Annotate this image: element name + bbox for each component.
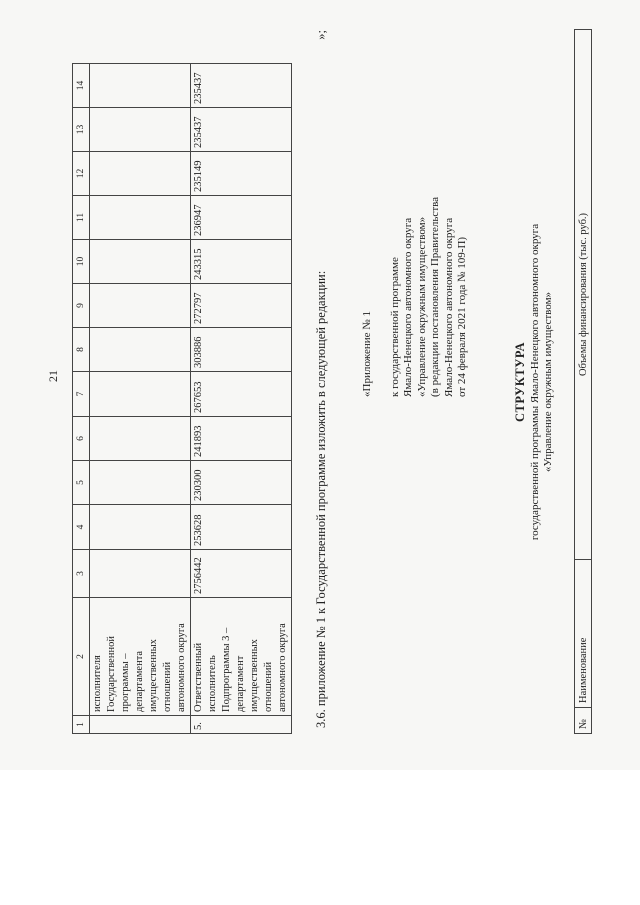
structure-subtitle-line: «Управление окружным имуществом» [542,291,554,473]
page-number: 21 [46,370,60,382]
value-cell: 2756442 [191,550,292,598]
row-number: 5. [191,716,292,734]
header-cell-number: № [575,708,592,734]
section-text: 3.6. приложение № 1 к Государственной программе изложить в следующей редакции: [314,270,328,728]
row-name: исполнителя Государственной программы – департамента имущественных отношений автономного округа [90,598,191,716]
value-cell: 272797 [191,284,292,328]
appendix-block [361,47,470,397]
value-cell [90,417,191,461]
header-cell: 6 [73,417,90,461]
value-cell [90,240,191,284]
structure-subtitle-line: государственной программы Ямало-Ненецкого автономного округа [529,223,541,541]
structure-table [574,29,592,734]
header-cell: 8 [73,328,90,372]
rotated-content [36,22,606,742]
value-cell: 241893 [191,417,292,461]
header-cell: 11 [73,196,90,240]
structure-table-header [575,30,592,734]
appendix-line: от 24 февраля 2021 года № 109-П) [456,236,468,397]
value-cell [90,328,191,372]
value-cell: 267653 [191,372,292,417]
appendix-line: Ямало-Ненецкого автономного округа [402,217,414,397]
header-cell-funding: Объемы финансирования (тыс. руб.) [575,30,592,560]
header-cell: 7 [73,372,90,417]
value-cell [90,505,191,550]
appendix-line: «Управление окружным имуществом» [415,216,428,397]
appendix-line: Ямало-Ненецкого автономного округа [442,217,455,397]
value-cell [90,108,191,152]
value-cell: 230300 [191,461,292,505]
table-header-row [73,64,90,734]
structure-subtitle [529,22,555,742]
header-cell: 2 [73,598,90,716]
header-cell-name: Наименование [575,560,592,708]
header-cell: 4 [73,505,90,550]
section-end-quote: »; [314,30,328,40]
header-cell: 1 [73,716,90,734]
table-row [191,64,292,734]
value-cell [90,196,191,240]
header-cell: 14 [73,64,90,108]
appendix-line: (в редакции постановления Правительства [429,196,441,397]
table-row [90,64,191,734]
value-cell [90,284,191,328]
row-number [90,716,191,734]
header-cell: 9 [73,284,90,328]
header-cell: 10 [73,240,90,284]
header-cell: 13 [73,108,90,152]
value-cell [90,461,191,505]
value-cell: 235437 [191,108,292,152]
value-cell [90,64,191,108]
program-table [72,63,292,734]
value-cell [90,550,191,598]
value-cell [90,152,191,196]
value-cell: 235149 [191,152,292,196]
header-cell: 12 [73,152,90,196]
value-cell: 253628 [191,505,292,550]
header-cell: 3 [73,550,90,598]
header-cell: 5 [73,461,90,505]
value-cell: 235437 [191,64,292,108]
value-cell: 236947 [191,196,292,240]
value-cell [90,372,191,417]
value-cell: 243315 [191,240,292,284]
appendix-line: к государственной программе [388,257,401,397]
value-cell: 303886 [191,328,292,372]
appendix-title: «Приложение № 1 [361,310,373,397]
structure-title: СТРУКТУРА [513,342,527,423]
row-name: Ответственный исполнитель Подпрограммы 3 – департамент имущественных отношений автономного округа [191,598,292,716]
